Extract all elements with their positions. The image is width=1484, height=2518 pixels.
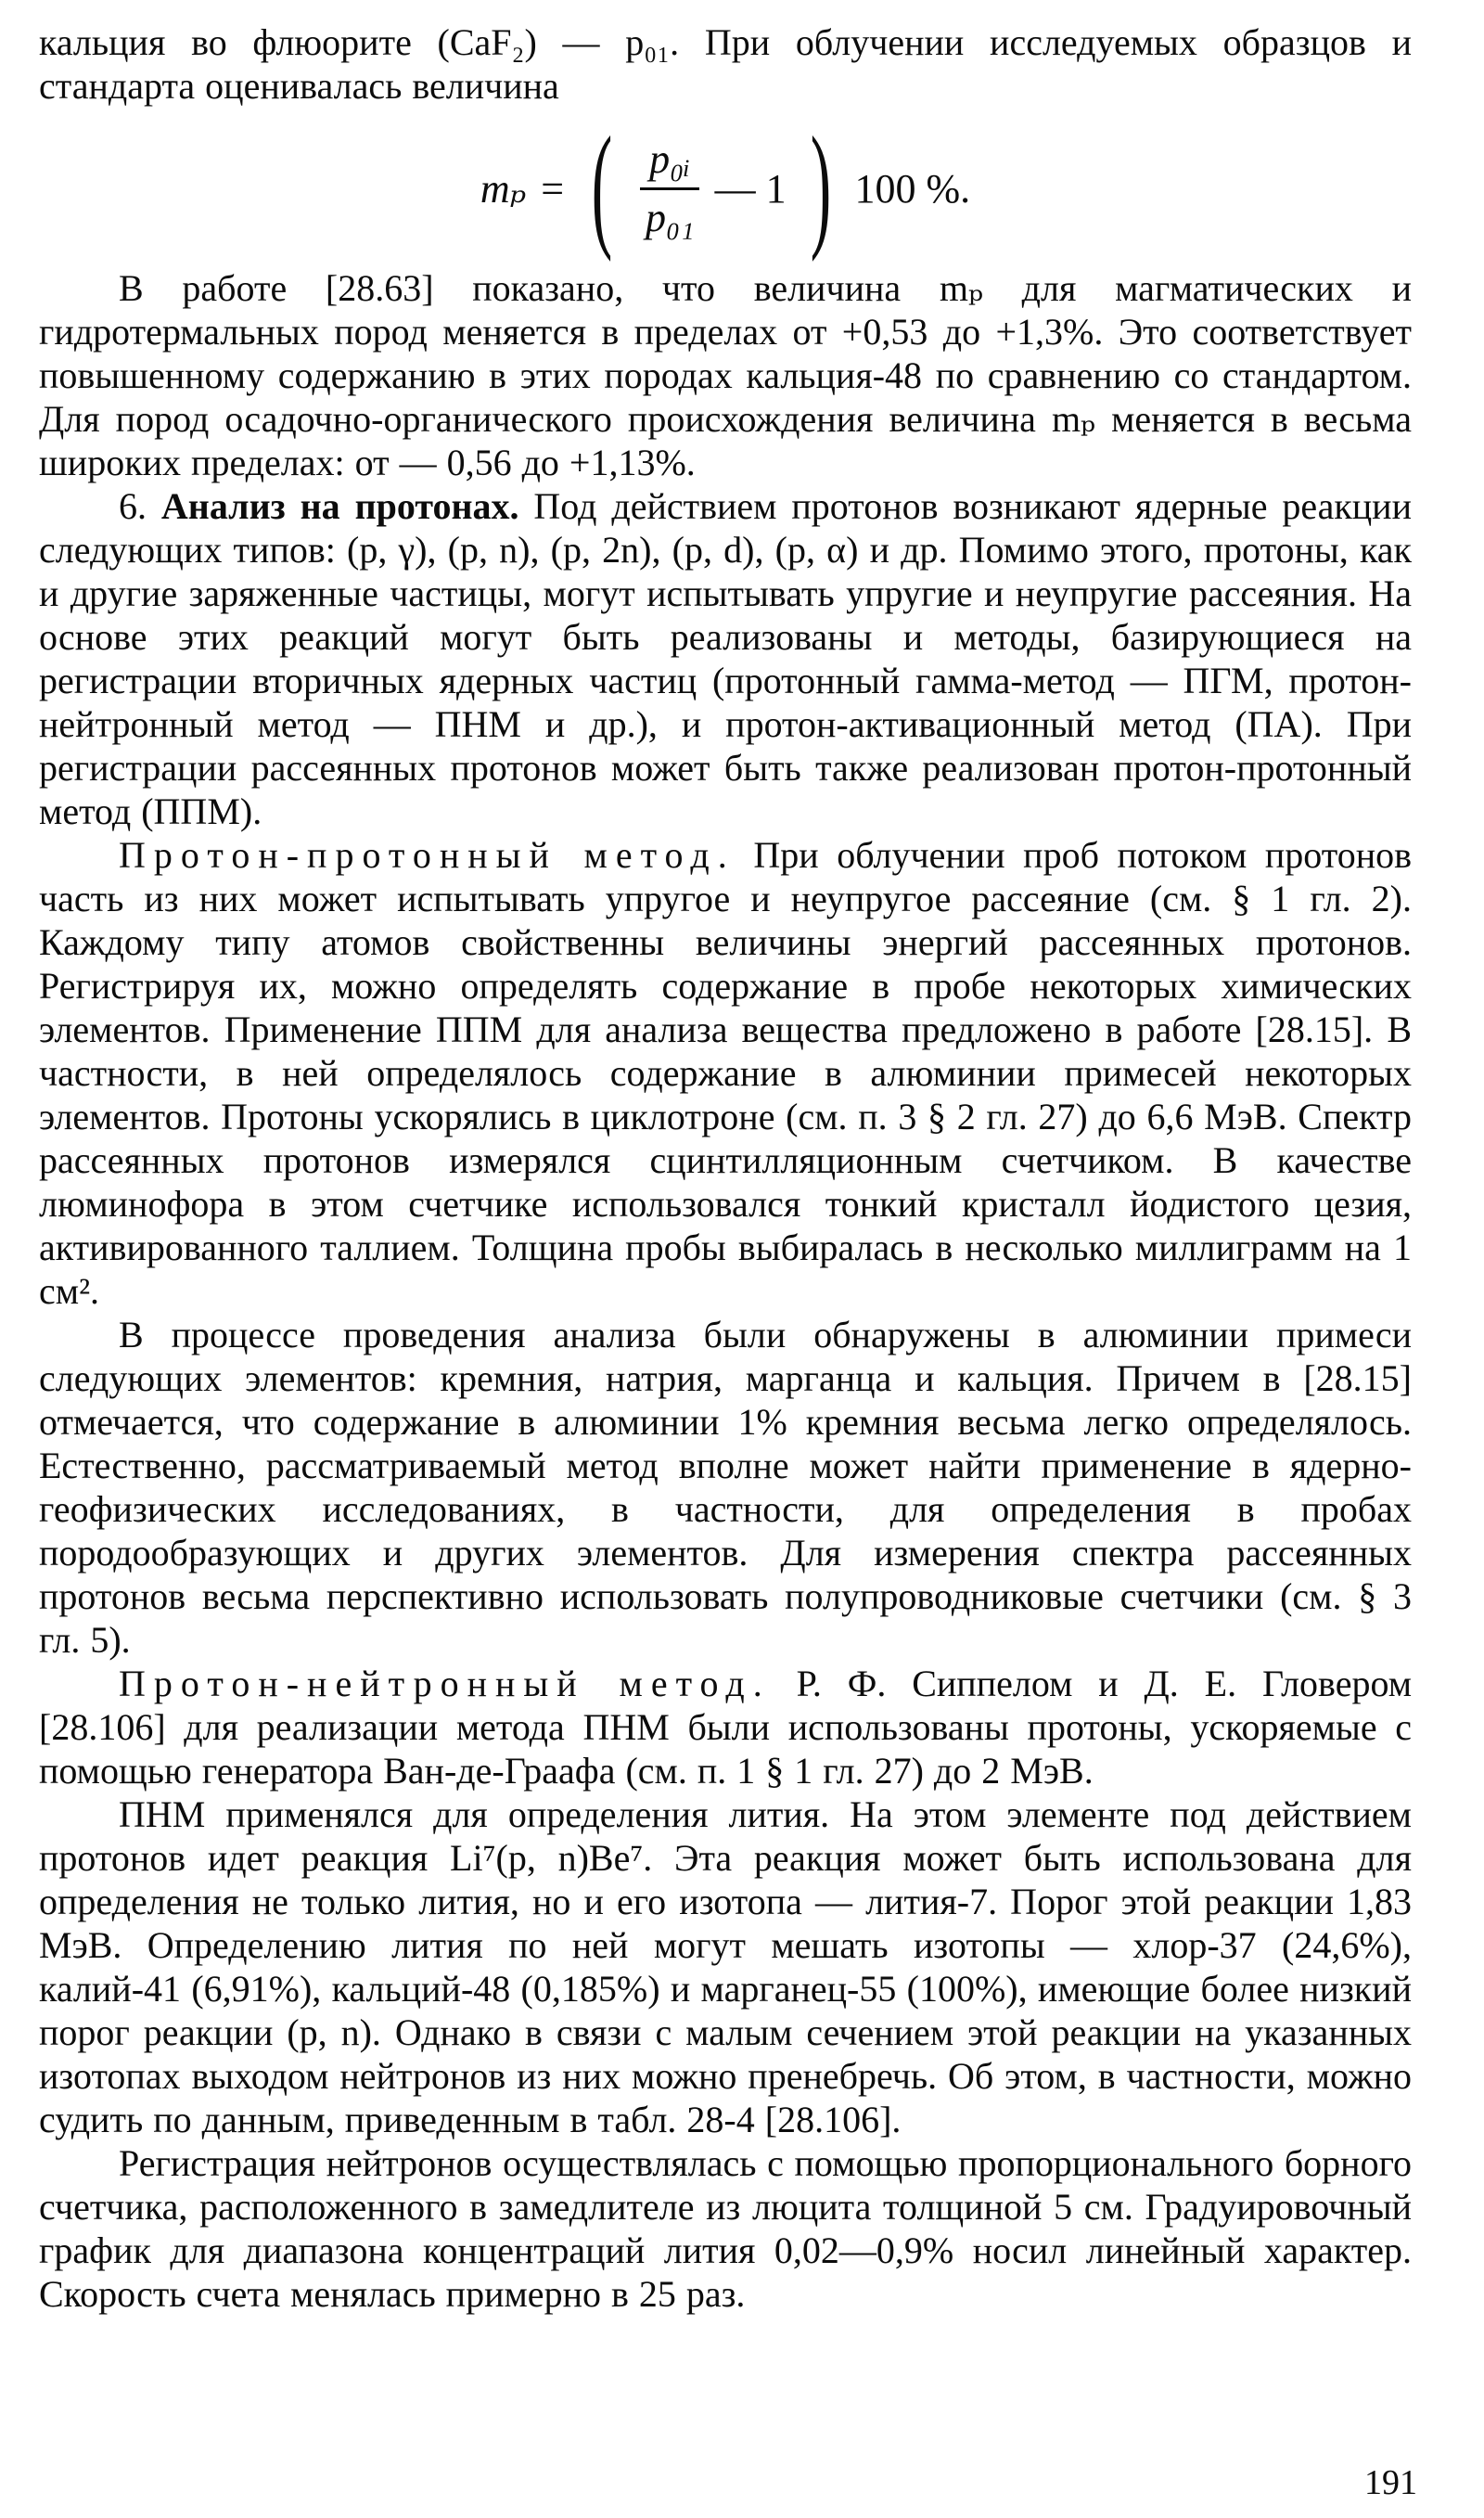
paragraph-mp-range	[39, 266, 1412, 484]
paragraph-mp-range-text: В работе [28.63] показано, что величина mₚ для магматических и гидротермальных пород меняется в пределах от +0,53 до +1,3%. Это соответствует повышенному содержанию в этих породах кальция-48 по сравнению со стандартом. Для пород осадочно-органического происхождения величина mₚ меняется в весьма широких пределах: от — 0,56 до +1,13%.	[39, 267, 1412, 483]
section-number: 6.	[119, 485, 161, 527]
formula-rhs: 100 %.	[854, 165, 971, 212]
section-heading: Анализ на протонах.	[160, 485, 534, 527]
formula-lhs: mₚ	[480, 165, 527, 212]
paragraph-intro-text: кальция во флюорите (CaF₂) — p₀₁. При облучении исследуемых образцов и стандарта оценивалась величина	[39, 21, 1412, 107]
paragraph-neutron-registration-text: Регистрация нейтронов осуществлялась с помощью пропорционального борного счетчика, расположенного в замедлителе из люцита толщиной 5 см. Градуировочный график для диапазона концентраций лития 0,02—0,9% носил линейный характер. Скорость счета менялась примерно в 25 раз.	[39, 2142, 1412, 2315]
paragraph-proton-proton-method-text: При облучении проб потоком протонов часть из них может испытывать упругое и неупругое рассеяние (см. § 1 гл. 2). Каждому типу атомов свойственны величины энергий рассеянных протонов. Регистрируя их, можно определять содержание в пробе некоторых химических элементов. Применение ППМ для анализа вещества предложено в работе [28.15]. В частности, в ней определялось содержание в алюминии примесей некоторых элементов. Протоны ускорялись в циклотроне (см. п. 3 § 2 гл. 27) до 6,6 МэВ. Спектр рассеянных протонов измерялся сцинтилляционным счетчиком. В качестве люминофора в этом счетчике использовался тонкий кристалл йодистого цезия, активированного таллием. Толщина пробы выбиралась в несколько миллиграмм на 1 см².	[39, 834, 1412, 1312]
paragraph-intro	[39, 20, 1412, 108]
paragraph-proton-neutron-method	[39, 1662, 1412, 1792]
formula-minus-one: — 1	[714, 165, 787, 212]
formula-numerator: p₀ᵢ	[640, 139, 699, 190]
paragraph-proton-neutron-method-text: Р. Ф. Сиппелом и Д. Е. Гловером [28.106] для реализации метода ПНМ были использованы протоны, ускоряемые с помощью генератора Ван-де-Граафа (см. п. 1 § 1 гл. 27) до 2 МэВ.	[39, 1663, 1413, 1792]
subheading-proton-neutron-method: Протон-нейтронный метод.	[119, 1663, 771, 1704]
paragraph-proton-proton-method	[39, 833, 1412, 1313]
paragraph-neutron-registration	[39, 2141, 1412, 2316]
paragraph-impurities-text: В процессе проведения анализа были обнаружены в алюминии примеси следующих элементов: кремния, натрия, марганца и кальция. Причем в [28.15] отмечается, что содержание в алюминии 1% кремния весьма легко определялось. Естественно, рассматриваемый метод вполне может найти применение в ядерно-геофизических исследованиях, в частности, для определения в пробах породообразующих и других элементов. Для измерения спектра рассеянных протонов весьма перспективно использовать полупроводниковые счетчики (см. § 3 гл. 5).	[39, 1314, 1412, 1661]
paragraph-proton-analysis-text: Под действием протонов возникают ядерные реакции следующих типов: (p, γ), (p, n), (p, 2n), (p, d), (p, α) и др. Помимо этого, протоны, как и другие заряженные частицы, могут испытывать упругие и неупругие рассеяния. На основе этих реакций могут быть реализованы и методы, базирующиеся на регистрации вторичных ядерных частиц (протонный гамма-метод — ПГМ, протон-нейтронный метод — ПНМ и др.), и протон-активационный метод (ПА). При регистрации рассеянных протонов может быть также реализован протон-протонный метод (ППМ).	[39, 485, 1412, 832]
formula-fraction	[636, 136, 704, 240]
formula-denominator: p₀₁	[645, 195, 695, 240]
paragraph-proton-analysis	[39, 484, 1412, 833]
subheading-proton-proton-method: Протон-протонный метод.	[119, 834, 736, 876]
formula-equals: =	[541, 165, 565, 212]
paragraph-impurities	[39, 1313, 1412, 1662]
paragraph-pnm-lithium	[39, 1792, 1412, 2141]
paragraph-pnm-lithium-text: ПНМ применялся для определения лития. На этом элементе под действием протонов идет реакция Li⁷(p, n)Be⁷. Эта реакция может быть использована для определения не только лития, но и его изотопа — лития-7. Порог этой реакции 1,83 МэВ. Определению лития по ней могут мешать изотопы — хлор-37 (24,6%), калий-41 (6,91%), кальций-48 (0,185%) и марганец-55 (100%), имеющие более низкий порог реакции (p, n). Однако в связи с малым сечением этой реакции на указанных изотопах выходом нейтронов из них можно пренебречь. Об этом, в частности, можно судить по данным, приведенным в табл. 28-4 [28.106].	[39, 1793, 1412, 2140]
formula-mp: mₚ = ( $\frac{\text{p₀ᵢ}}{\text{p₀₁}}$ — 1 ) 100 %.	[480, 108, 971, 263]
page-number: 191	[1364, 2463, 1417, 2502]
